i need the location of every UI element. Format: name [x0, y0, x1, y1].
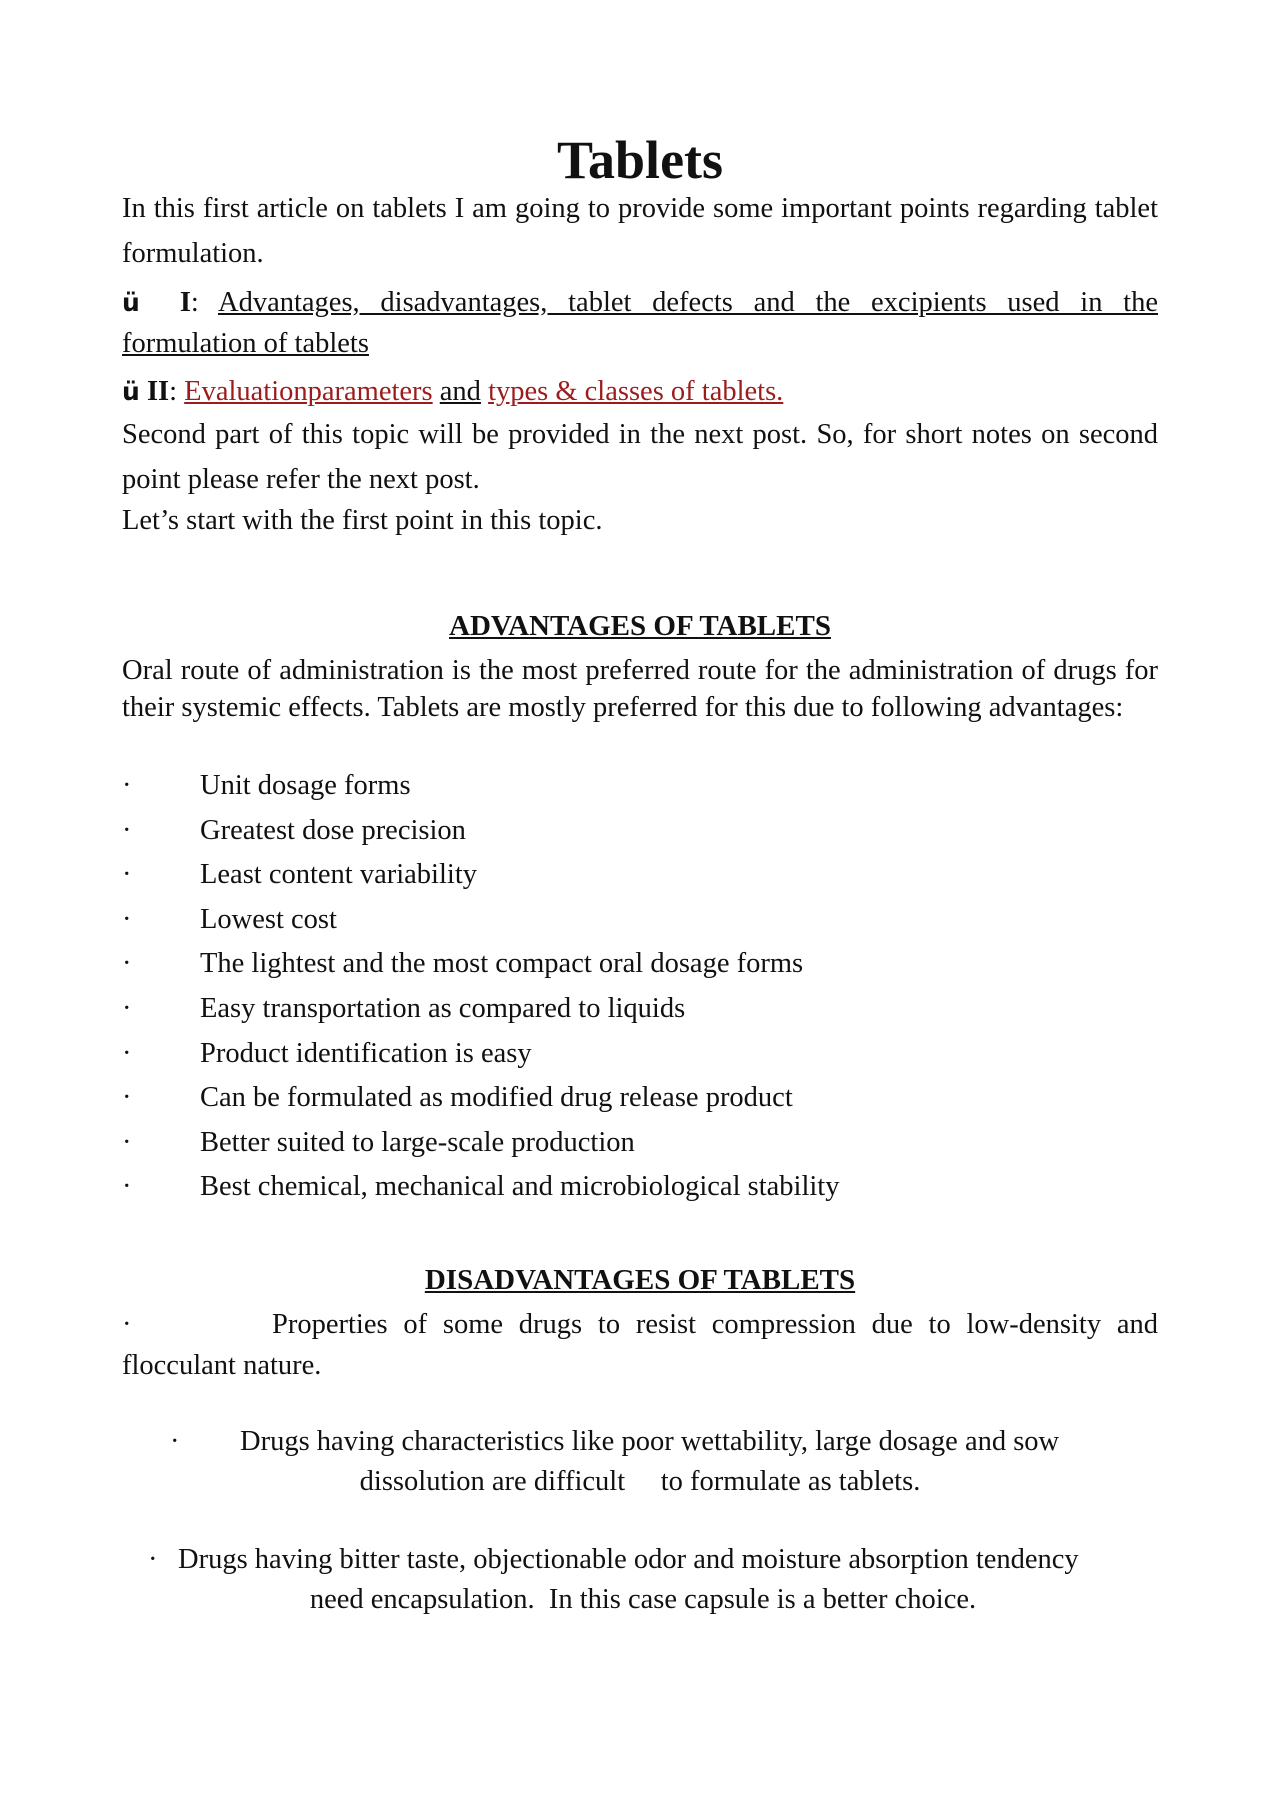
bullet-icon: · [122, 814, 132, 846]
point-one: ü I: Advantages, disadvantages, tablet defects and the excipients used in the formulation of tablets [122, 287, 1158, 359]
advantages-intro: Oral route of administration is the most preferred route for the administration of drugs for their systemic effects. Tablets are mostly preferred for this due to following advantages: [122, 655, 1158, 723]
bullet-icon: · [122, 770, 132, 801]
types-classes-link[interactable]: types & classes of tablets. [488, 376, 784, 407]
bullet-icon: · [122, 1309, 132, 1340]
checkmark-icon: ü [122, 377, 140, 406]
point-two: ü II: Evaluationparameters and types & classes of tablets. [122, 376, 784, 407]
bullet-icon: · [148, 1544, 158, 1575]
intro-paragraph: In this first article on tablets I am going to provide some important points regarding tablet formulation. [122, 193, 1158, 269]
document-page: Tablets In this first article on tablets I am going to provide some important points regarding tablet formulation. ü I: Advantages, disadvantages, tablet defects and the excipients used in the formulation of tablets ü II: Evaluationparameters and types & classes of tablets. Second part of this topic will be provided in the next post. So, for short notes on second point please refer the next post. Let’s start with the first point in this topic. ADVANTAGES OF TABLETS Oral route of administration is the most preferred route for the administration of drugs for their systemic effects. Tablets are mostly preferred for this due to following advantages: · Unit dosage forms · Greatest dose precision · Least content variability · Lowest cost · The lightest and the most compact oral dosage forms · Easy transportation as compared to liquids · Product identification is easy · Can be formulated as modified drug release product · Better suited to large-scale production · Best chemical, mechanical and microbiological stability DISADVANTAGES OF TABLETS · Properties of some drugs to resist compression due to low-density and flocculant nature. · Drugs having characteristics like poor wettability, large dosage and sow dissolution are difficult to formulate as tablets. · Drugs having bitter taste, objectionable odor and moisture absorption tendency need encapsulation. In this case capsule is a better choice. [0, 0, 1280, 1811]
point-two-connector: and [439, 376, 481, 407]
evaluation-parameters-link[interactable]: Evaluationparameters [184, 376, 433, 407]
checkmark-icon: ü [122, 288, 140, 317]
second-part-note: Second part of this topic will be provided in the next post. So, for short notes on second point please refer the next post. [122, 419, 1158, 495]
bullet-icon: · [122, 992, 132, 1024]
bullet-icon: · [122, 1037, 132, 1069]
point-one-label: I [179, 287, 191, 318]
bullet-icon: · [122, 1126, 132, 1158]
point-one-link[interactable]: Advantages, disadvantages, tablet defects and the excipients used in the formulation of tablets [122, 287, 1158, 359]
lets-start-text: Let’s start with the first point in this topic. [122, 505, 603, 536]
bullet-icon: · [122, 903, 132, 935]
disadvantage-item-1: · Properties of some drugs to resist compression due to low-density and flocculant nature. [122, 1304, 1158, 1386]
advantages-heading: ADVANTAGES OF TABLETS [449, 610, 831, 642]
page-title: Tablets [556, 130, 724, 190]
disadvantages-heading: DISADVANTAGES OF TABLETS [424, 1264, 856, 1296]
bullet-icon: · [122, 859, 132, 891]
point-two-label: II [146, 376, 170, 407]
bullet-icon: · [122, 1171, 132, 1203]
bullet-icon: · [122, 1082, 132, 1114]
bullet-icon: · [122, 948, 132, 980]
bullet-icon: · [170, 1426, 180, 1457]
